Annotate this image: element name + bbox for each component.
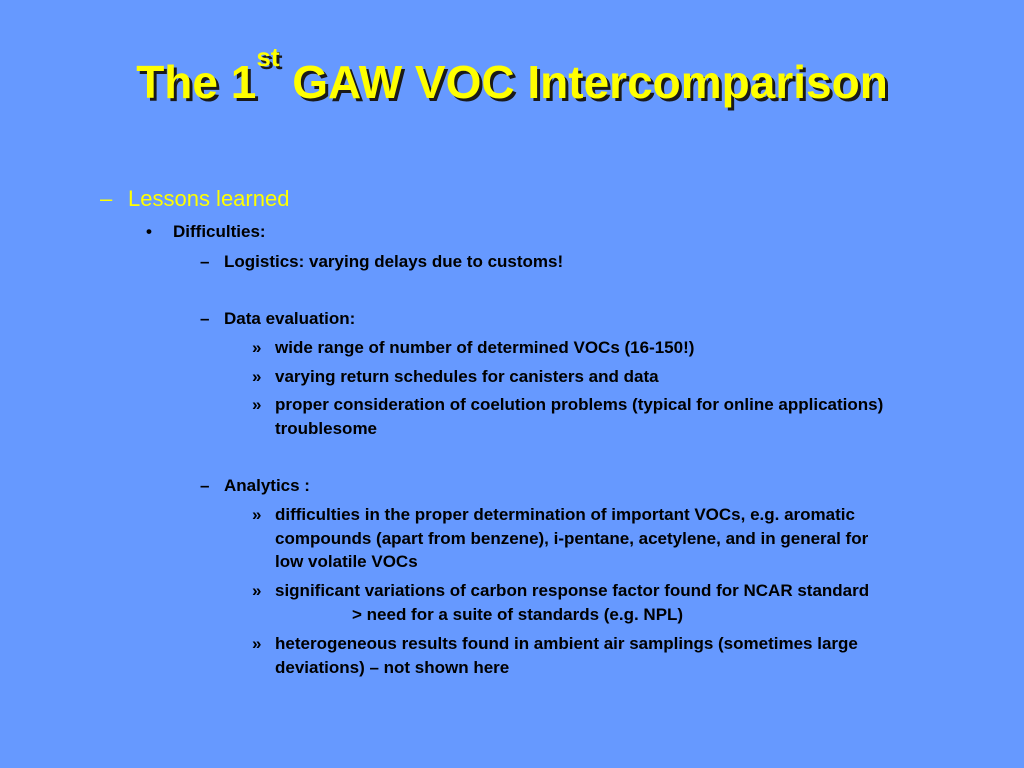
dash-marker: –: [200, 252, 210, 271]
point-text-continued: compounds (apart from benzene), i-pentane, acetylene, and in general for: [275, 529, 869, 548]
point-text-continued: deviations) – not shown here: [275, 658, 510, 677]
chevron-marker: »: [252, 581, 262, 600]
point-text: varying return schedules for canisters and data: [275, 367, 659, 386]
title-text-start: The 1: [136, 56, 257, 108]
point-text: proper consideration of coelution problems (typical for online applications): [275, 395, 884, 414]
chevron-marker: »: [252, 338, 262, 357]
point-text-continued: troublesome: [275, 419, 378, 438]
chevron-marker: »: [252, 505, 262, 524]
point-text: wide range of number of determined VOCs (16-150!): [275, 338, 695, 357]
logistics-label: Logistics: varying delays due to customs!: [224, 252, 564, 271]
bullet-marker: •: [146, 222, 152, 241]
chevron-marker: »: [252, 367, 262, 386]
point-text: significant variations of carbon response factor found for NCAR standard: [275, 581, 870, 600]
title-superscript: st: [256, 42, 280, 72]
point-text: heterogeneous results found in ambient air samplings (sometimes large: [275, 634, 858, 653]
analytics-label: Analytics :: [224, 476, 310, 495]
point-text-continued: > need for a suite of standards (e.g. NPL): [352, 605, 684, 624]
point-text-continued: low volatile VOCs: [275, 552, 418, 571]
dash-marker: –: [100, 186, 113, 211]
dash-marker: –: [200, 476, 210, 495]
chevron-marker: »: [252, 395, 262, 414]
title-text-end: GAW VOC Intercomparison: [279, 56, 888, 108]
point-text: difficulties in the proper determination of important VOCs, e.g. aromatic: [275, 505, 855, 524]
chevron-marker: »: [252, 634, 262, 653]
difficulties-label: Difficulties:: [173, 222, 266, 241]
dash-marker: –: [200, 309, 210, 328]
slide-title: [0, 42, 1024, 112]
data-evaluation-label: Data evaluation:: [224, 309, 356, 328]
section-heading-label: Lessons learned: [128, 186, 290, 211]
